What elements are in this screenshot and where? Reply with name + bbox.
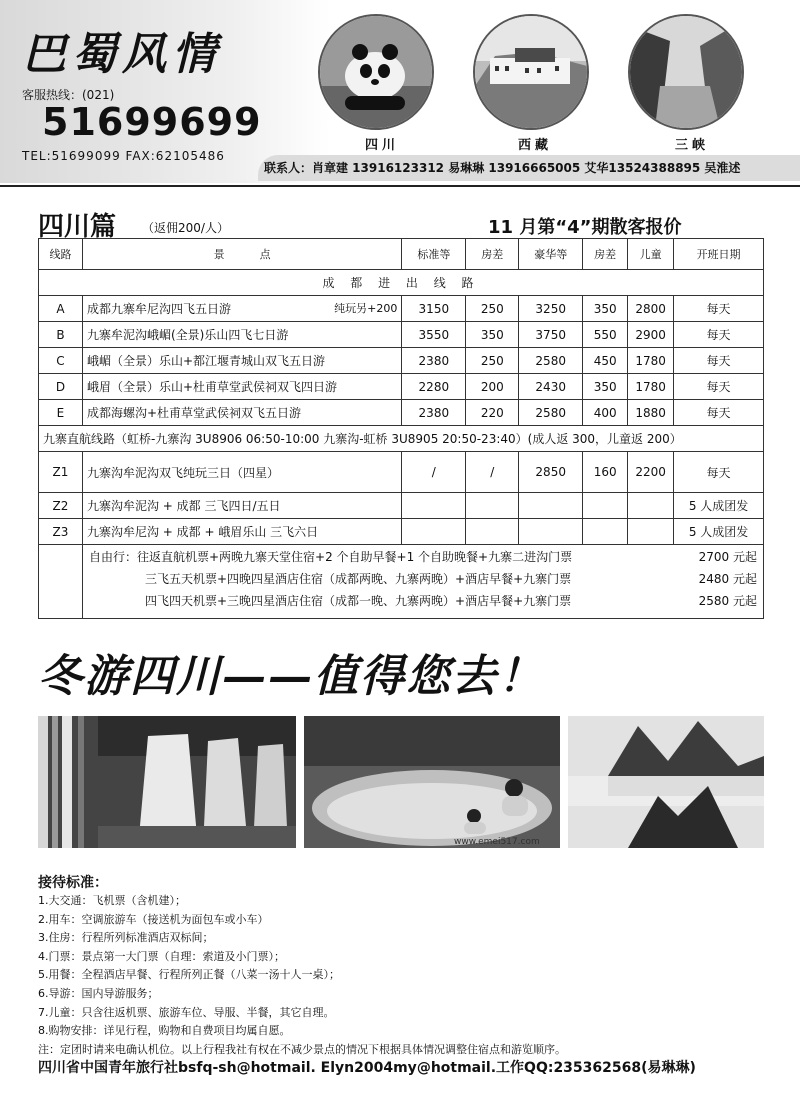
standards-list bbox=[38, 892, 566, 1059]
table-row bbox=[39, 374, 764, 400]
standard-item: 1.大交通：飞机票（含机建）； bbox=[38, 894, 186, 907]
free-travel-line bbox=[89, 570, 757, 592]
header-cell: 房差 bbox=[583, 239, 628, 270]
free-travel-text: 自由行：往返直航机票+两晚九寨天堂住宿+2 个自助早餐+1 个自助晚餐+九寨二进沟门票 bbox=[88, 550, 573, 564]
palace-photo bbox=[473, 14, 589, 130]
gorge-photo bbox=[628, 14, 744, 130]
period-label: 11 月第“4”期散客报价 bbox=[488, 217, 682, 238]
price-cell-lux bbox=[519, 493, 583, 519]
header-cell: 景 点 bbox=[82, 239, 401, 270]
price-cell-child: 1880 bbox=[628, 400, 674, 426]
contacts-bar: 联系人：肖章建 13916123312 易琳琳 13916665005 艾华13524388895 吴淮述 bbox=[258, 155, 800, 181]
caption-sichuan: 四川 bbox=[365, 138, 400, 153]
route-code: Z3 bbox=[39, 519, 83, 545]
table-row bbox=[39, 322, 764, 348]
price-cell-d2 bbox=[583, 519, 628, 545]
caption-tibet: 西藏 bbox=[518, 138, 553, 153]
header-cell: 线路 bbox=[39, 239, 83, 270]
price-cell-lux: 3250 bbox=[519, 296, 583, 322]
standard-item: 6.导游：国内导游服务； bbox=[38, 986, 159, 1000]
price-cell-std: 3150 bbox=[402, 296, 466, 322]
price-cell-d1: 200 bbox=[466, 374, 519, 400]
direct-flight-note: 九寨直航线路（虹桥-九寨沟 3U8906 06:50-10:00 九寨沟-虹桥 3U8905 20:50-23:40）(成人返 300，儿童返 200） bbox=[39, 426, 764, 452]
route-code: B bbox=[39, 322, 83, 348]
standard-item: 3.住房：行程所列标准酒店双标间； bbox=[38, 931, 214, 945]
price-cell-sched: 每天 bbox=[674, 374, 764, 400]
price-cell-d1: 250 bbox=[466, 348, 519, 374]
price-cell-d1: 220 bbox=[466, 400, 519, 426]
waterfall-photo bbox=[38, 716, 296, 848]
price-cell-child: 2800 bbox=[628, 296, 674, 322]
table-row bbox=[39, 452, 764, 493]
route-name: 峨眉（全景）乐山+杜甫草堂武侯祠双飞四日游 bbox=[86, 380, 338, 394]
price-cell-std bbox=[402, 519, 466, 545]
price-cell-child bbox=[628, 493, 674, 519]
price-cell-child: 1780 bbox=[628, 374, 674, 400]
route-code: Z1 bbox=[39, 452, 83, 493]
price-cell-child: 2900 bbox=[628, 322, 674, 348]
standard-item: 2.用车：空调旅游车（接送机为面包车或小车） bbox=[38, 912, 269, 926]
price-cell-child: 1780 bbox=[628, 348, 674, 374]
price-cell-std: 3550 bbox=[402, 322, 466, 348]
commission-note: （返佣200/人） bbox=[142, 221, 229, 235]
price-cell-d1: 350 bbox=[466, 322, 519, 348]
price-cell-sched: 每天 bbox=[674, 348, 764, 374]
table-subheader: 成 都 进 出 线 路 bbox=[39, 270, 764, 296]
route-cell bbox=[82, 452, 401, 493]
header-cell: 豪华等 bbox=[519, 239, 583, 270]
standard-item: 7.儿童：只含往返机票、旅游车位、导服、半餐，其它自理。 bbox=[38, 1005, 335, 1019]
route-cell bbox=[82, 348, 401, 374]
direct-route-rows bbox=[39, 452, 764, 545]
route-cell bbox=[82, 519, 401, 545]
price-cell-lux: 2850 bbox=[519, 452, 583, 493]
free-travel-price: 2580 元起 bbox=[698, 594, 757, 608]
mountain-cloud-photo bbox=[568, 716, 764, 848]
header-cell: 房差 bbox=[466, 239, 519, 270]
route-code: C bbox=[39, 348, 83, 374]
price-cell-lux: 3750 bbox=[519, 322, 583, 348]
route-name: 九寨沟牟尼沟 + 成都 + 峨眉乐山 三飞六日 bbox=[86, 525, 319, 539]
price-cell-sched: 5 人成团发 bbox=[674, 519, 764, 545]
standard-item: 5.用餐：全程酒店早餐、行程所列正餐（八菜一汤十人一桌）； bbox=[38, 968, 340, 982]
price-cell-d2: 160 bbox=[583, 452, 628, 493]
price-cell-std: 2380 bbox=[402, 348, 466, 374]
photo-watermark: www.emei517.com bbox=[454, 837, 540, 847]
price-cell-d2: 350 bbox=[583, 296, 628, 322]
free-travel-text: 四飞四天机票+三晚四星酒店住宿（成都一晚、九寨两晚）+酒店早餐+九寨门票 bbox=[144, 594, 572, 608]
route-extra: 纯玩另+200 bbox=[334, 302, 398, 315]
route-cell bbox=[82, 400, 401, 426]
price-cell-std: 2380 bbox=[402, 400, 466, 426]
standard-item: 注：定团时请来电确认机位。以上行程我社有权在不减少景点的情况下根据具体情况调整住宿点和游览顺序。 bbox=[38, 1042, 566, 1056]
free-travel-text: 三飞五天机票+四晚四星酒店住宿（成都两晚、九寨两晚）+酒店早餐+九寨门票 bbox=[144, 572, 572, 586]
standards-title: 接待标准： bbox=[38, 875, 108, 891]
table-row bbox=[39, 296, 764, 322]
price-cell-sched: 每天 bbox=[674, 322, 764, 348]
header-cell: 开班日期 bbox=[674, 239, 764, 270]
route-cell bbox=[82, 296, 401, 322]
route-code: E bbox=[39, 400, 83, 426]
header-cell: 标准等 bbox=[402, 239, 466, 270]
price-cell-sched: 每天 bbox=[674, 400, 764, 426]
footer-contact: 四川省中国青年旅行社bsfq-sh@hotmail. Elyn2004my@hotmail.工作QQ:235362568(易琳琳) bbox=[38, 1060, 696, 1076]
free-travel-line bbox=[89, 592, 757, 614]
price-cell-sched: 每天 bbox=[674, 296, 764, 322]
price-table bbox=[38, 238, 764, 619]
slogan: 冬游四川——值得您去！ bbox=[38, 651, 544, 702]
standard-item: 4.门票：景点第一大门票（自理：索道及小门票）； bbox=[38, 949, 285, 963]
table-row bbox=[39, 400, 764, 426]
price-cell-d2: 400 bbox=[583, 400, 628, 426]
route-cell bbox=[82, 322, 401, 348]
table-row bbox=[39, 519, 764, 545]
price-cell-std bbox=[402, 493, 466, 519]
price-cell-std: 2280 bbox=[402, 374, 466, 400]
logo: 巴蜀风情 bbox=[22, 29, 222, 80]
price-cell-lux: 2580 bbox=[519, 348, 583, 374]
route-name: 峨嵋（全景）乐山+都江堰青城山双飞五日游 bbox=[86, 354, 326, 368]
price-cell-d1 bbox=[466, 493, 519, 519]
route-cell bbox=[82, 493, 401, 519]
header-divider bbox=[0, 185, 800, 187]
price-cell-lux: 2580 bbox=[519, 400, 583, 426]
price-cell-d2 bbox=[583, 493, 628, 519]
header-cell: 儿童 bbox=[628, 239, 674, 270]
route-name: 九寨沟牟泥沟 + 成都 三飞四日/五日 bbox=[86, 499, 281, 513]
price-cell-d2: 550 bbox=[583, 322, 628, 348]
free-travel-line bbox=[89, 548, 757, 570]
caption-gorges: 三峡 bbox=[675, 138, 710, 153]
hotline-number: 51699699 bbox=[42, 100, 262, 144]
free-travel-price: 2700 元起 bbox=[698, 550, 757, 564]
route-cell bbox=[82, 374, 401, 400]
hotline-label: 客服热线：(021) bbox=[22, 88, 115, 102]
route-name: 九寨沟牟泥沟双飞纯玩三日（四星） bbox=[86, 465, 279, 480]
price-cell-std: / bbox=[402, 452, 466, 493]
route-name: 成都海螺沟+杜甫草堂武侯祠双飞五日游 bbox=[86, 406, 302, 420]
route-name: 成都九寨牟尼沟四飞五日游 bbox=[86, 302, 231, 316]
price-cell-lux: 2430 bbox=[519, 374, 583, 400]
section-title: 四川篇 bbox=[38, 212, 117, 242]
route-code: A bbox=[39, 296, 83, 322]
route-name: 九寨牟泥沟峨嵋(全景)乐山四飞七日游 bbox=[86, 328, 289, 342]
table-row bbox=[39, 348, 764, 374]
price-cell-sched: 5 人成团发 bbox=[674, 493, 764, 519]
route-code: D bbox=[39, 374, 83, 400]
tel-fax: TEL:51699099 FAX:62105486 bbox=[22, 149, 225, 163]
free-travel-box bbox=[82, 545, 763, 619]
route-code: Z2 bbox=[39, 493, 83, 519]
free-travel-price: 2480 元起 bbox=[698, 572, 757, 586]
price-cell-sched: 每天 bbox=[674, 452, 764, 493]
price-cell-lux bbox=[519, 519, 583, 545]
price-cell-d2: 450 bbox=[583, 348, 628, 374]
standard-item: 8.购物安排：详见行程，购物和自费项目均属自愿。 bbox=[38, 1024, 291, 1038]
price-cell-child bbox=[628, 519, 674, 545]
price-cell-child: 2200 bbox=[628, 452, 674, 493]
price-cell-d2: 350 bbox=[583, 374, 628, 400]
table-row bbox=[39, 493, 764, 519]
price-cell-d1 bbox=[466, 519, 519, 545]
price-cell-d1: / bbox=[466, 452, 519, 493]
table-header-row bbox=[39, 239, 764, 270]
panda-photo bbox=[318, 14, 434, 130]
header bbox=[0, 0, 800, 183]
main-route-rows bbox=[39, 296, 764, 426]
hot-spring-photo bbox=[304, 716, 560, 848]
price-cell-d1: 250 bbox=[466, 296, 519, 322]
